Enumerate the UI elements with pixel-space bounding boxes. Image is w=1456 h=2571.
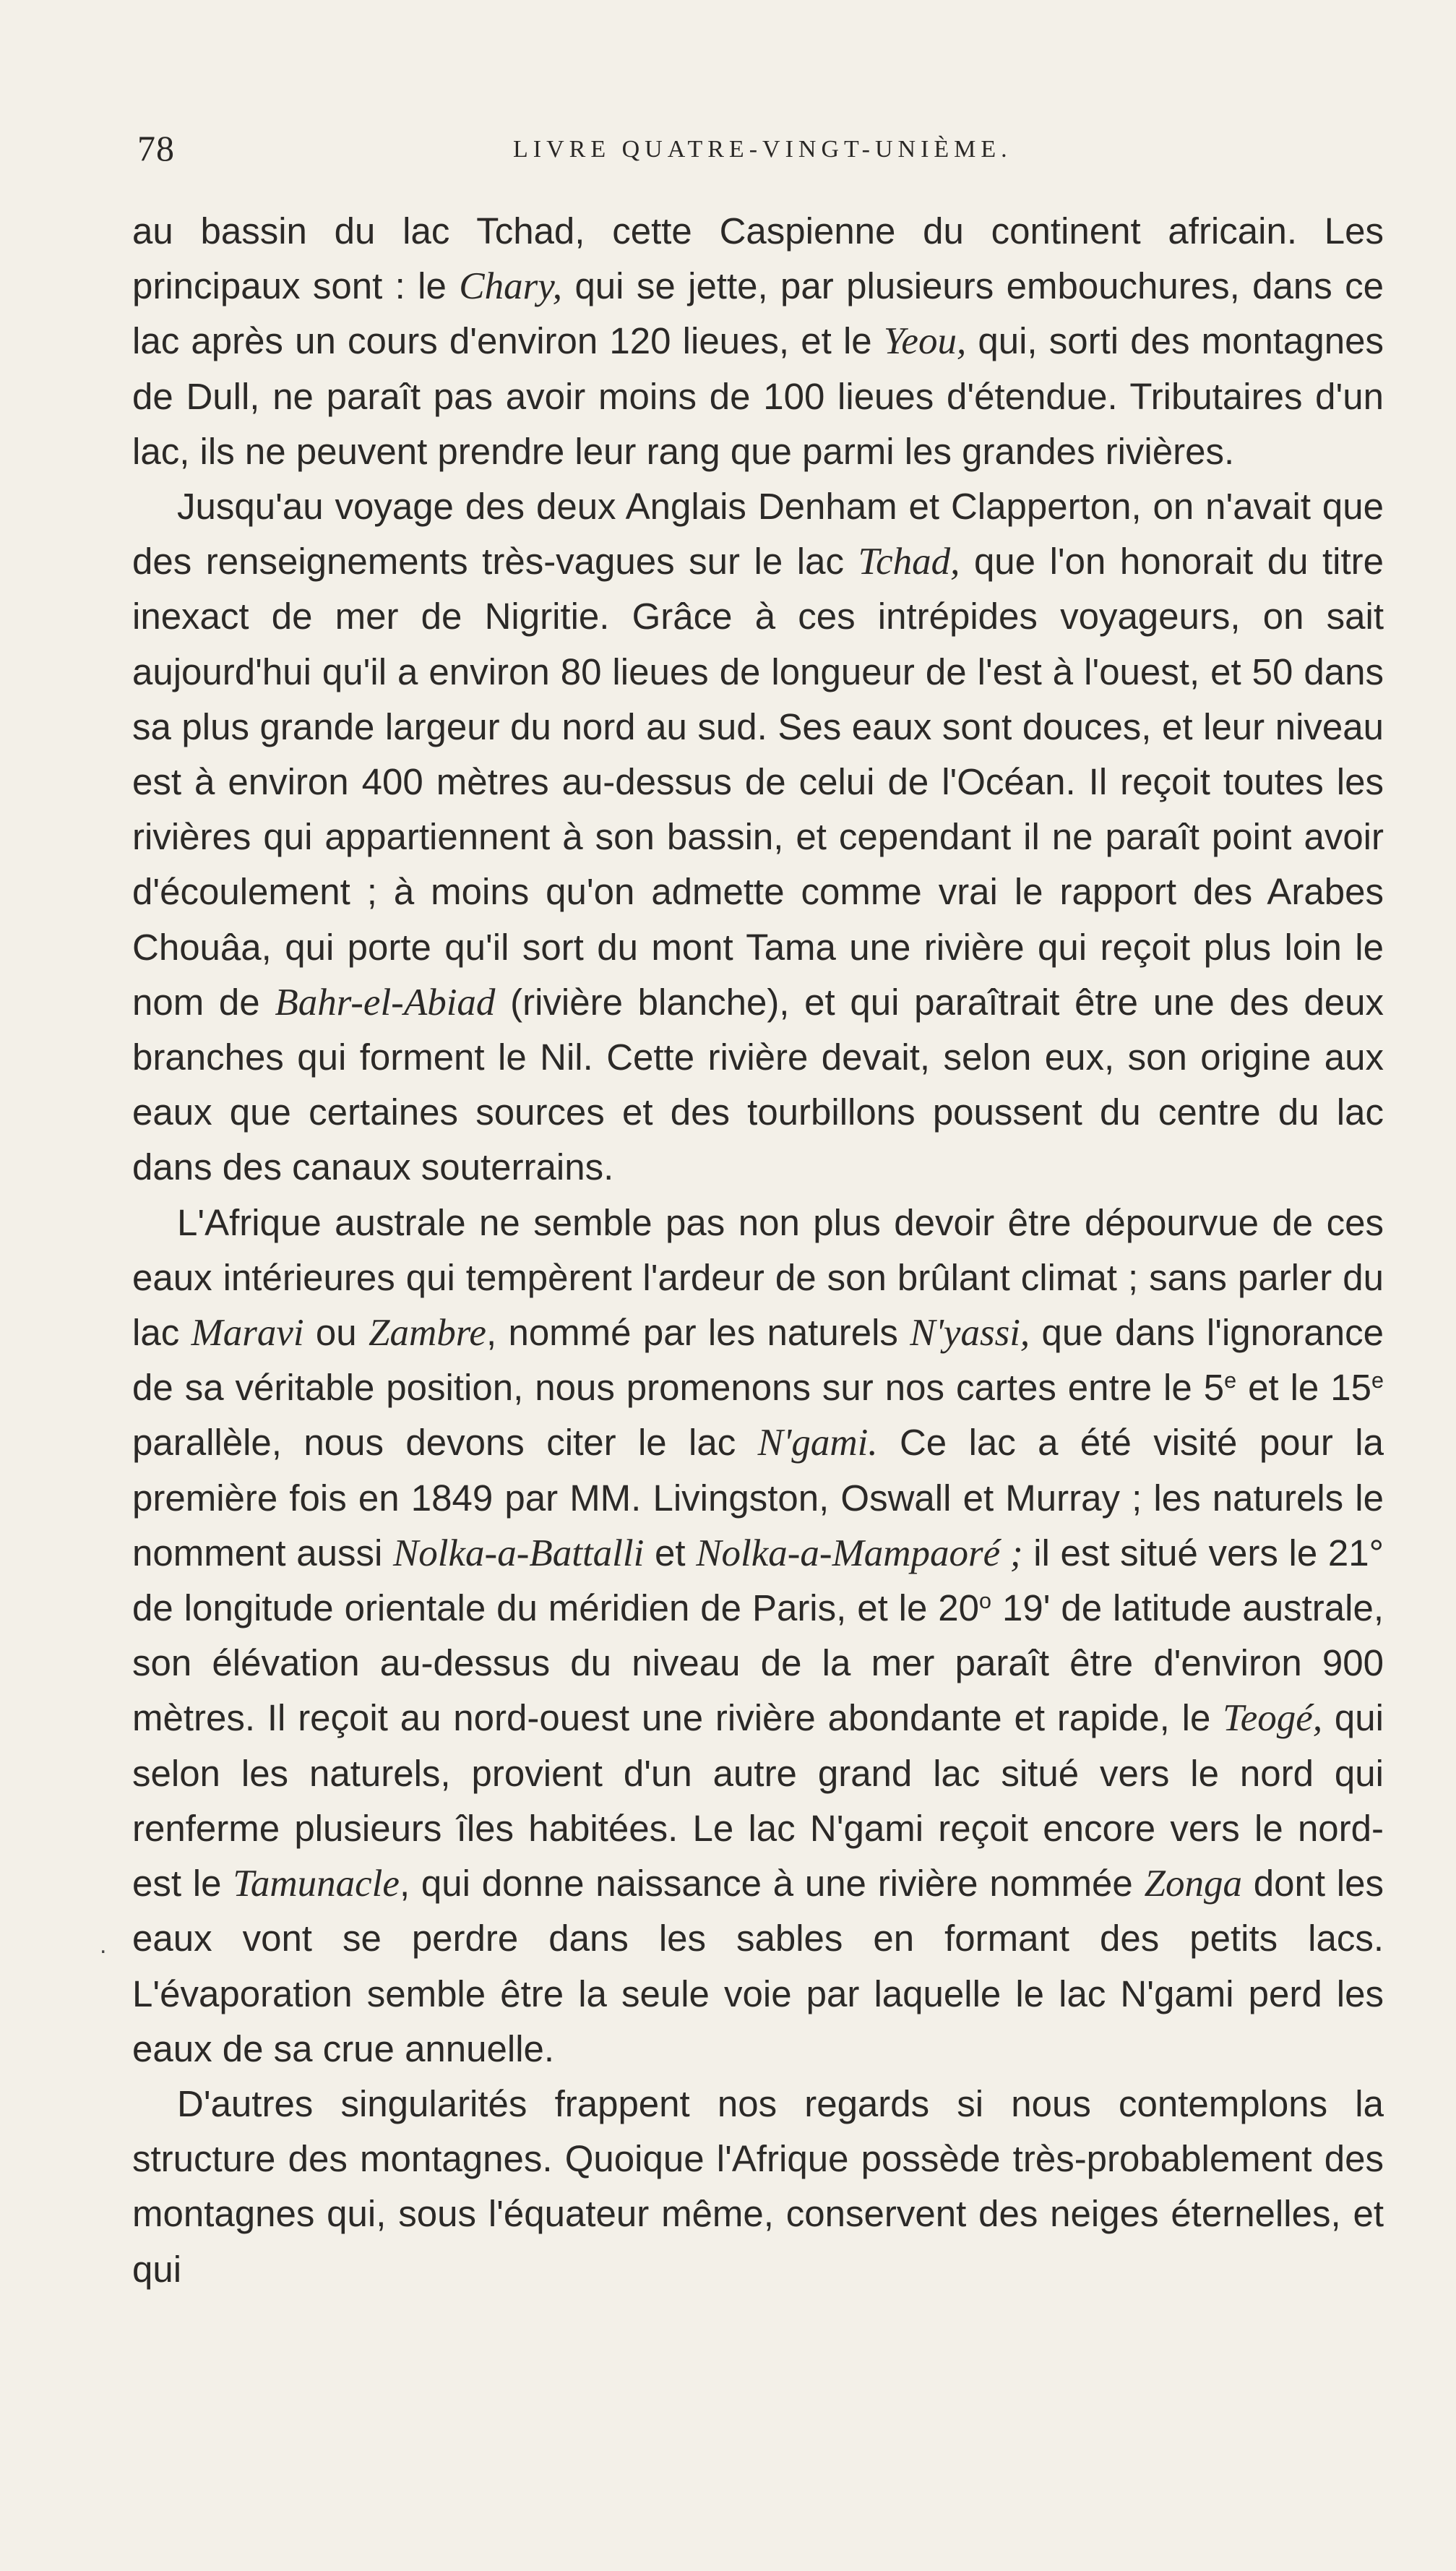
text-run: ou bbox=[303, 1312, 369, 1354]
italic-term: Chary, bbox=[459, 265, 563, 308]
italic-term: Zonga bbox=[1144, 1863, 1242, 1905]
text-run: et le 15 bbox=[1236, 1367, 1371, 1409]
superscript: e bbox=[1224, 1368, 1237, 1394]
italic-term: Tchad, bbox=[858, 541, 960, 583]
italic-term: Tamunacle bbox=[233, 1863, 400, 1905]
running-head: LIVRE QUATRE-VINGT-UNIÈME. bbox=[513, 136, 1012, 163]
text-run: D'autres singularités frappent nos regards si nous contemplons la structure des montagnes. Quoique l'Afrique possède très-probablement des montagnes qui, sous l'équateur même, conservent des neiges éternelles, et qui bbox=[132, 2082, 1384, 2290]
text-run: Jusqu'au voyage des deux Anglais Denham et Clapperton, on n'avait que des renseignements très-vagues sur le lac bbox=[132, 486, 1384, 583]
italic-term: Nolka-a-Battalli bbox=[392, 1532, 645, 1574]
text-run: (rivière blanche), et qui paraîtrait être une des deux branches qui forment le Nil. Cette rivière devait, selon eux, son origine aux eaux que certaines sources et des tourbillons poussent du centre du lac dans des canaux souterrains. bbox=[132, 981, 1384, 1188]
italic-term: Teogé, bbox=[1223, 1697, 1323, 1740]
italic-term: Yeou, bbox=[883, 320, 967, 363]
text-run: que l'on honorait du titre inexact de mer de Nigritie. Grâce à ces intrépides voyageurs, on sait aujourd'hui qu'il a environ 80 lieues de longueur de l'est à l'ouest, et 50 dans sa plus grande largeur du nord au sud. Ses eaux sont douces, et leur niveau est à environ 400 mètres au-dessus de celui de l'Océan. Il reçoit toutes les rivières qui appartiennent à son bassin, et cependant il ne paraît point avoir d'écoulement ; à moins qu'on admette comme vrai le rapport des Arabes Chouâa, qui porte qu'il sort du mont Tama une rivière qui reçoit plus loin le nom de bbox=[132, 541, 1384, 1023]
body-text bbox=[132, 204, 1384, 2297]
text-run: qui selon les naturels, provient d'un autre grand lac situé vers le nord qui renferme plusieurs îles habitées. Le lac N'gami reçoit encore vers le nord-est le bbox=[132, 1697, 1384, 1905]
page-number: 78 bbox=[137, 128, 175, 168]
text-run: dont les eaux vont se perdre dans les sables en formant des petits lacs. L'évaporation semble être la seule voie par laquelle le lac N'gami perd les eaux de sa crue annuelle. bbox=[132, 1863, 1384, 2069]
text-run: parallèle, nous devons citer le lac bbox=[132, 1422, 758, 1464]
italic-term: N'yassi, bbox=[910, 1312, 1030, 1355]
italic-term: Nolka-a-Mampaoré ; bbox=[696, 1532, 1023, 1574]
paragraph-2 bbox=[132, 479, 1384, 1196]
text-run: qui se jette, par plusieurs embouchures, dans ce lac après un cours d'environ 120 lieues, et le bbox=[132, 265, 1384, 362]
paragraph-3 bbox=[132, 1196, 1384, 2077]
superscript: e bbox=[1371, 1368, 1384, 1394]
italic-term: Zambre bbox=[369, 1312, 486, 1355]
margin-mark: . bbox=[100, 1931, 107, 1959]
paragraph-1 bbox=[132, 204, 1384, 479]
page-header bbox=[137, 127, 1395, 178]
paragraph-4 bbox=[132, 2077, 1384, 2297]
text-run: que dans l'ignorance de sa véritable position, nous promenons sur nos cartes entre le 5 bbox=[132, 1312, 1384, 1409]
italic-term: Maravi bbox=[191, 1312, 304, 1355]
italic-term: Bahr-el-Abiad bbox=[275, 981, 496, 1023]
text-run: L'Afrique australe ne semble pas non plus devoir être dépourvue de ces eaux intérieures qui tempèrent l'ardeur de son brûlant climat ; sans parler du lac bbox=[132, 1201, 1384, 1354]
text-run: et bbox=[644, 1532, 697, 1574]
text-run: , nommé par les naturels bbox=[486, 1312, 910, 1354]
text-run: 19' de latitude australe, son élévation au-dessus du niveau de la mer paraît être d'environ 900 mètres. Il reçoit au nord-ouest une rivière abondante et rapide, le bbox=[132, 1587, 1384, 1739]
text-run: , qui donne naissance à une rivière nommée bbox=[399, 1863, 1145, 1905]
text-run: il est situé vers le 21° de longitude orientale du méridien de Paris, et le 20 bbox=[132, 1532, 1384, 1629]
superscript: o bbox=[979, 1589, 992, 1614]
italic-term: N'gami. bbox=[757, 1422, 878, 1464]
text-run: qui, sorti des montagnes de Dull, ne paraît pas avoir moins de 100 lieues d'étendue. Tributaires d'un lac, ils ne peuvent prendre leur rang que parmi les grandes rivières. bbox=[132, 320, 1384, 472]
text-run: au bassin du lac Tchad, cette Caspienne du continent africain. Les principaux sont : le bbox=[132, 210, 1384, 307]
text-run: Ce lac a été visité pour la première fois en 1849 par MM. Livingston, Oswall et Murray ; les naturels le nomment aussi bbox=[132, 1422, 1384, 1574]
